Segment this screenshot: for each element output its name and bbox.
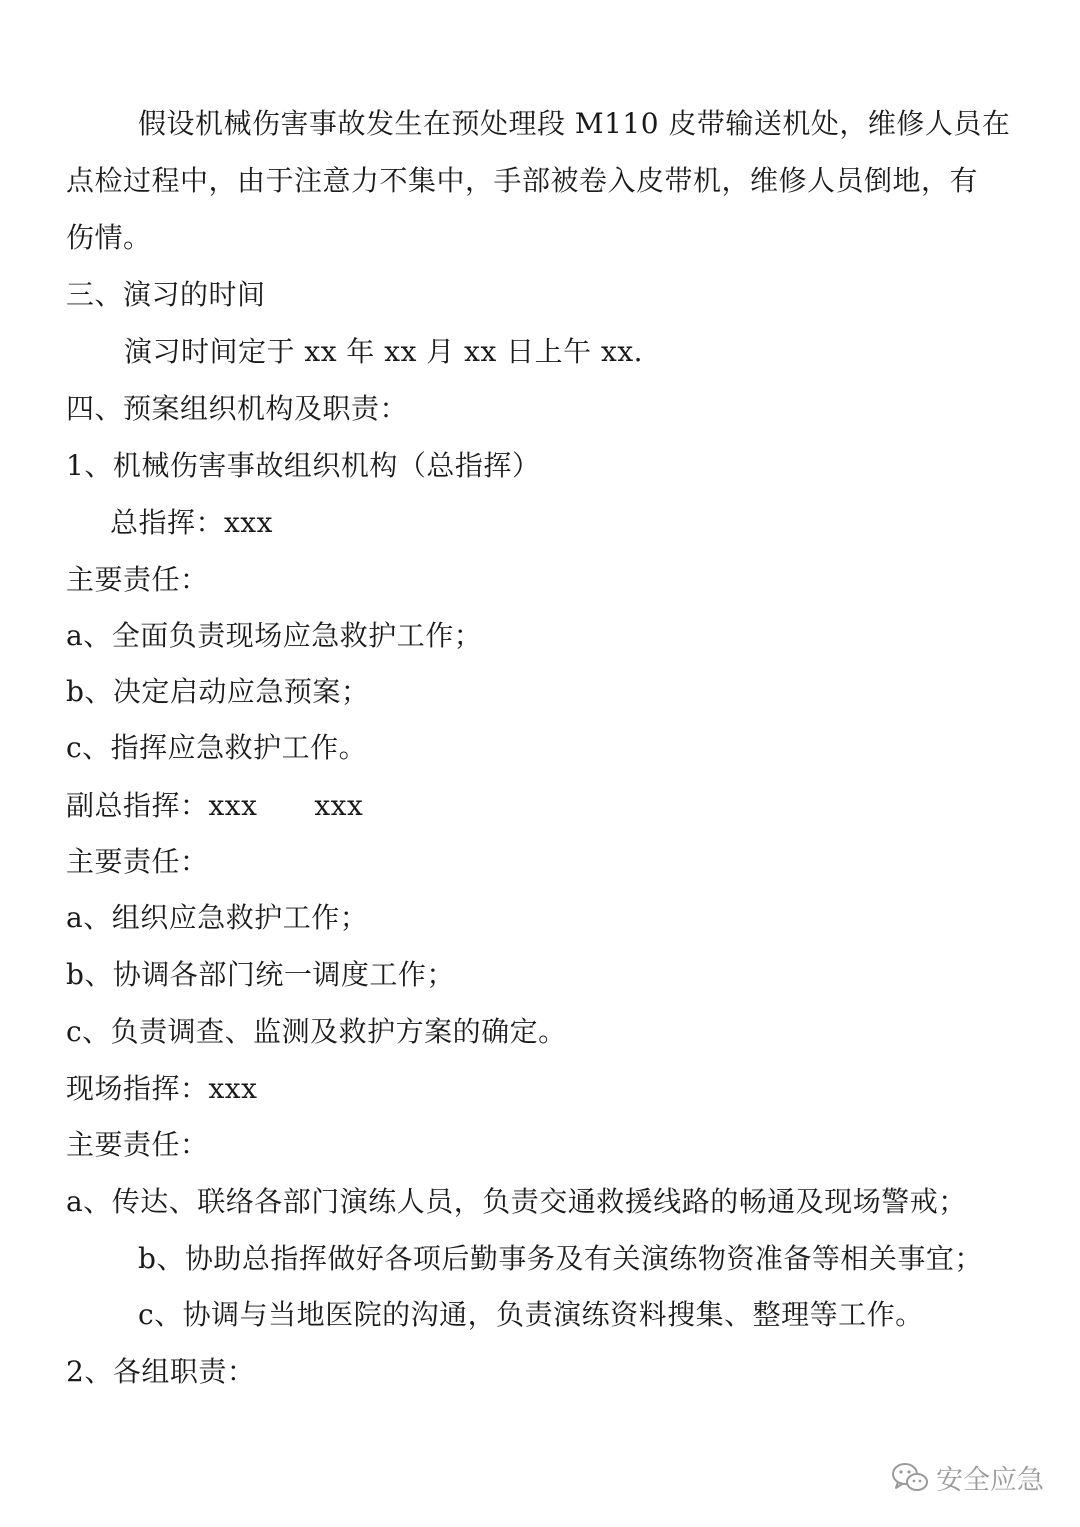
paragraph-line: 伤情。 (66, 221, 152, 254)
watermark-text: 安全应急 (936, 1465, 1044, 1496)
responsibility-item: a、全面负责现场应急救护工作； (66, 619, 483, 652)
item-heading-1: 1、机械伤害事故组织机构（总指挥） (66, 449, 541, 482)
responsibility-item: c、指挥应急救护工作。 (66, 731, 368, 764)
responsibility-item: c、负责调查、监测及救护方案的确定。 (66, 1015, 567, 1048)
responsibility-item: b、决定启动应急预案； (66, 675, 370, 708)
drill-time-text: 演习时间定于 xx 年 xx 月 xx 日上午 xx. (124, 335, 644, 368)
paragraph-line: 假设机械伤害事故发生在预处理段 M110 皮带输送机处，维修人员在 (138, 107, 1011, 140)
responsibility-item: c、协调与当地医院的沟通，负责演练资料搜集、整理等工作。 (138, 1298, 924, 1331)
item-heading-2: 2、各组职责： (66, 1355, 256, 1388)
responsibility-item: a、组织应急救护工作； (66, 901, 369, 934)
responsibility-item: b、协助总指挥做好各项后勤事务及有关演练物资准备等相关事宜； (138, 1242, 983, 1275)
responsibility-label: 主要责任： (66, 1128, 209, 1161)
deputy-commander-line: 副总指挥：xxx xxx (66, 789, 364, 822)
responsibility-label: 主要责任： (66, 845, 209, 878)
watermark (890, 1458, 1044, 1497)
section-heading-3: 三、演习的时间 (66, 278, 266, 311)
section-heading-4: 四、预案组织机构及职责： (66, 392, 409, 425)
wechat-icon (890, 1461, 930, 1495)
responsibility-label: 主要责任： (66, 563, 209, 596)
responsibility-item: a、传达、联络各部门演练人员，负责交通救援线路的畅通及现场警戒； (66, 1185, 967, 1218)
site-commander-line: 现场指挥：xxx (66, 1072, 258, 1105)
responsibility-item: b、协调各部门统一调度工作； (66, 958, 455, 991)
commander-line: 总指挥：xxx (110, 506, 273, 539)
paragraph-line: 点检过程中，由于注意力不集中，手部被卷入皮带机，维修人员倒地，有 (66, 164, 979, 197)
